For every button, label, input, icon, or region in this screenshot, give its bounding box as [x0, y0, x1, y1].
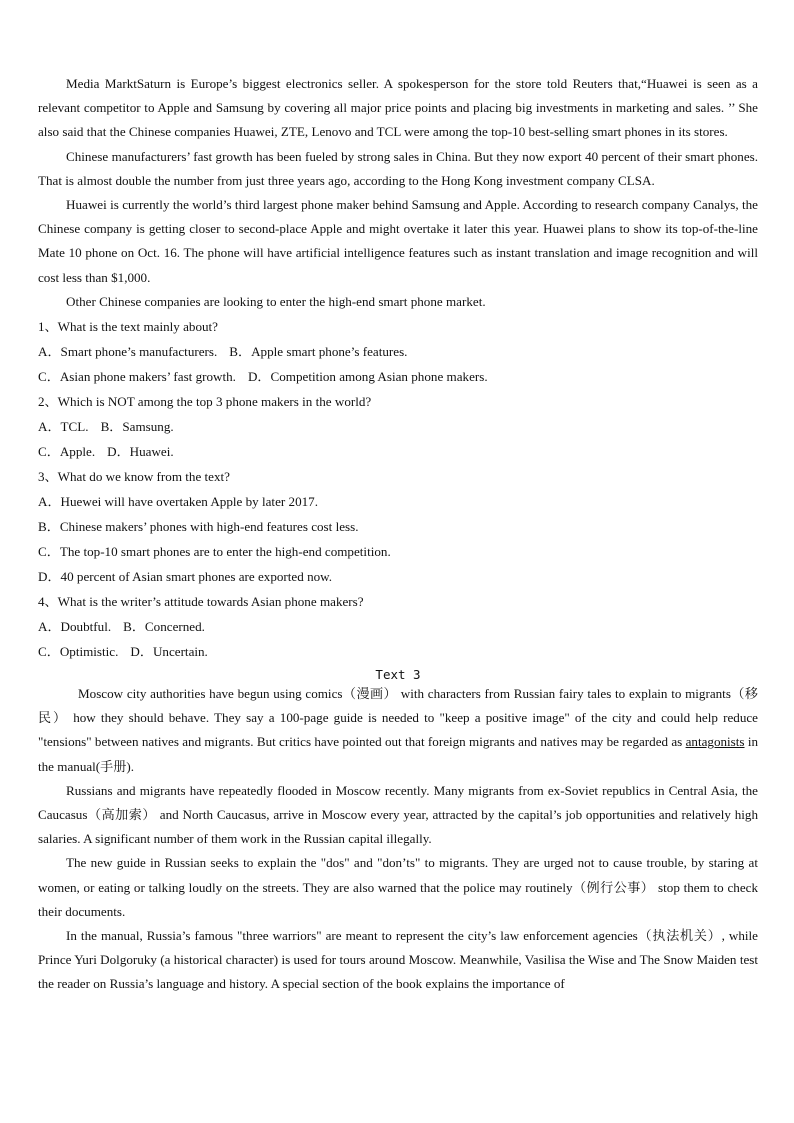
question-4-options-cd	[38, 639, 758, 664]
question-4-options-ab	[38, 614, 758, 639]
question-list	[38, 314, 758, 664]
section-title: Text 3	[375, 667, 421, 683]
question-1-options-cd	[38, 364, 758, 389]
option-c: C．Optimistic.	[38, 644, 119, 660]
option-a: A．TCL.	[38, 419, 89, 435]
passage-paragraph: Russians and migrants have repeatedly flooded in Moscow recently. Many migrants from ex-Soviet republics in Central Asia, the Caucasus（高加索） and North Caucasus, arrive in Moscow every year, attracted by the capital’s job opportunities and relatively high salaries. A significant number of them work in the Russian capital illegally.	[38, 782, 758, 847]
question-4-stem: 4、What is the writer’s attitude towards Asian phone makers?	[38, 594, 364, 610]
option-a: A．Smart phone’s manufacturers.	[38, 344, 218, 360]
underlined-word: antagonists	[685, 734, 745, 750]
question-3-option-d: D．40 percent of Asian smart phones are exported now.	[38, 569, 333, 585]
question-3-option-c: C．The top-10 smart phones are to enter the high-end competition.	[38, 544, 391, 560]
paragraph-text: in the manual(手册).	[38, 734, 759, 774]
option-a: A．Doubtful.	[38, 619, 112, 635]
option-c: C．Asian phone makers’ fast growth.	[38, 369, 236, 385]
option-b: B．Apple smart phone’s features.	[229, 344, 408, 360]
question-2-stem: 2、Which is NOT among the top 3 phone makers in the world?	[38, 394, 372, 410]
reading-passage-2	[38, 72, 758, 314]
document-page	[38, 72, 758, 997]
passage-paragraph: Other Chinese companies are looking to enter the high-end smart phone market.	[66, 293, 486, 309]
question-1-stem: 1、What is the text mainly about?	[38, 319, 218, 335]
option-d: D．Competition among Asian phone makers.	[247, 369, 488, 385]
option-b: B．Concerned.	[123, 619, 205, 635]
passage-paragraph: Chinese manufacturers’ fast growth has been fueled by strong sales in China. But they now export 40 percent of their smart phones. That is almost double the number from just three years ago, according to the Hong Kong investment company CLSA.	[38, 148, 758, 188]
passage-paragraph	[38, 682, 758, 779]
passage-paragraph: Media MarktSaturn is Europe’s biggest electronics seller. A spokesperson for the store told Reuters that,“Huawei is seen as a relevant competitor to Apple and Samsung by covering all major price points and placing big investments in marketing and sales. ’’ She also said that the Chinese companies Huawei, ZTE, Lenovo and TCL were among the top-10 best-selling smart phones in its stores.	[38, 76, 758, 140]
question-2-options-cd	[38, 439, 758, 464]
passage-paragraph: In the manual, Russia’s famous "three warriors" are meant to represent the city’s law enforcement agencies（执法机关）, while Prince Yuri Dolgoruky (a historical character) is used for tours around Moscow. Meanwhile, Vasilisa the Wise and The Snow Maiden test the reader on Russia’s language and history. A special section of the book explains the importance of	[38, 928, 758, 992]
question-3-option-b: B．Chinese makers’ phones with high-end features cost less.	[38, 519, 359, 535]
passage-paragraph: The new guide in Russian seeks to explain the "dos" and "don’ts" to migrants. They are urged not to cause trouble, by staring at women, or eating or talking loudly on the streets. They are also warned that the police may routinely（例行公事） stop them to check their documents.	[38, 855, 758, 919]
question-1-options-ab	[38, 339, 758, 364]
question-2-options-ab	[38, 414, 758, 439]
paragraph-text: Moscow city authorities have begun using comics（漫画） with characters from Russian fairy tales to explain to migrants（移民） how they should behave. They say a 100-page guide is needed to "keep a positive image" of the city and could help reduce "tensions" between natives and migrants. But critics have pointed out that foreign migrants and natives may be regarded as	[38, 686, 758, 750]
option-d: D．Huawei.	[107, 444, 174, 460]
question-3-option-a: A．Huewei will have overtaken Apple by later 2017.	[38, 494, 318, 510]
reading-passage-3	[38, 668, 758, 997]
option-d: D．Uncertain.	[130, 644, 208, 660]
option-b: B．Samsung.	[100, 419, 174, 435]
passage-paragraph: Huawei is currently the world’s third largest phone maker behind Samsung and Apple. According to research company Canalys, the Chinese company is getting closer to second-place Apple and might overtake it later this year. Huawei plans to show its top-of-the-line Mate 10 phone on Oct. 16. The phone will have artificial intelligence features such as instant translation and image recognition and will cost less than $1,000.	[38, 197, 758, 285]
option-c: C．Apple.	[38, 444, 96, 460]
question-3-stem: 3、What do we know from the text?	[38, 469, 230, 485]
